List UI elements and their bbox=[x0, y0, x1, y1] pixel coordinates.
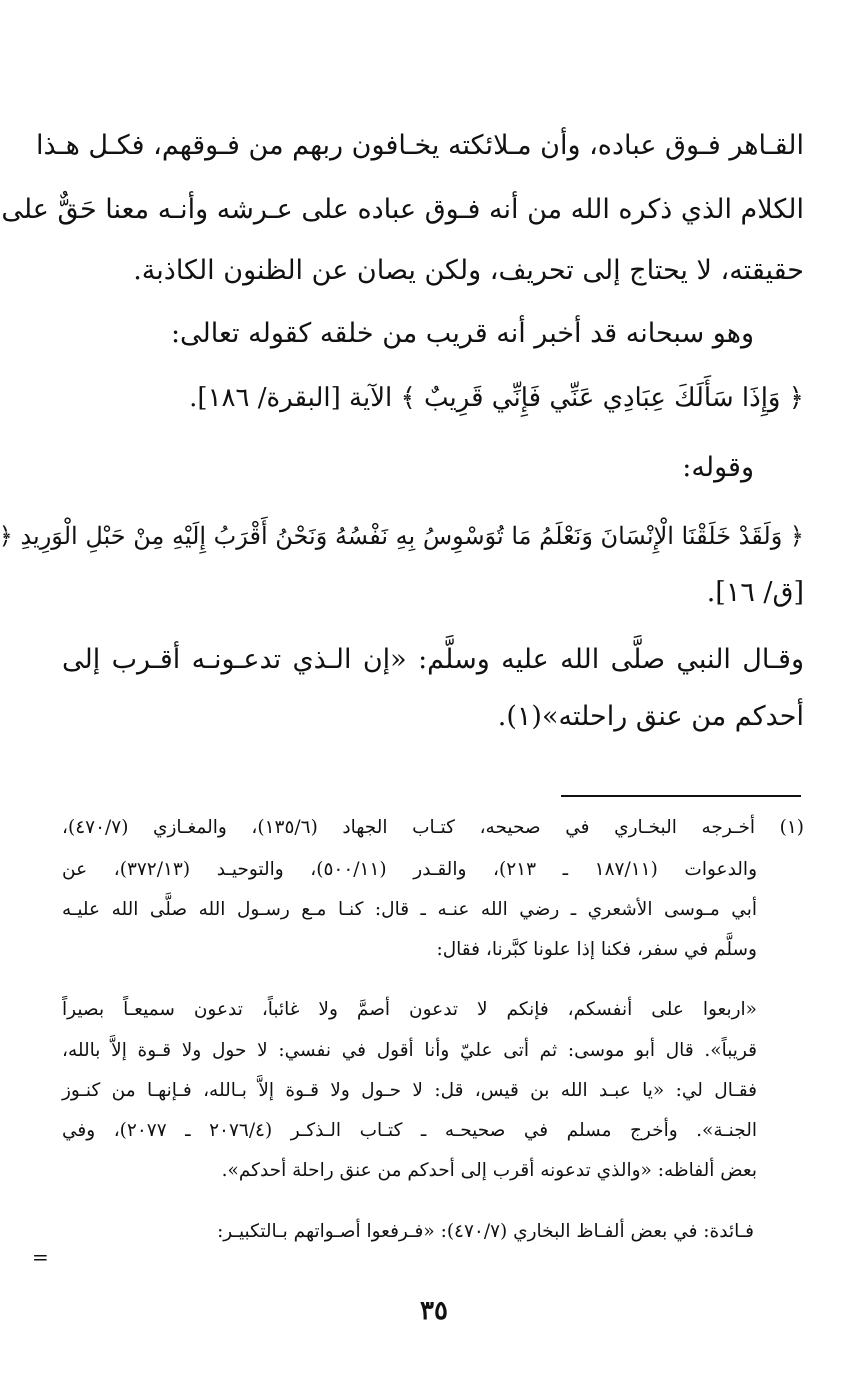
body-line-hadith-1: وقـال النبي صلَّى الله عليه وسلَّم: «إن الـذي تدعـونـه أقـرب إلى bbox=[63, 644, 805, 675]
body-line-4: وهو سبحانه قد أخبر أنه قريب من خلقه كقوله تعالى: bbox=[171, 318, 755, 349]
quran-reference-qaf: [ق/ ١٦]. bbox=[707, 577, 805, 608]
body-line-qawluhu: وقوله: bbox=[683, 452, 755, 483]
footnote-line-7: فقـال لي: «يا عبـد الله بن قيس، قل: لا حـول ولا قـوة إلاَّ بـالله، فـإنهـا من كنـوز bbox=[63, 1080, 758, 1101]
footnote-line-5: «اربعوا على أنفسكم، فإنكم لا تدعون أصمَّ ولا غائباً، تدعون سميعـاً بصيراً bbox=[63, 999, 758, 1020]
quran-verse-qaf: ﴿ وَلَقَدْ خَلَقْنَا الْإِنْسَانَ وَنَعْلَمُ مَا تُوَسْوِسُ بِهِ نَفْسُهُ وَنَحْنُ أَقْرَبُ إِلَيْهِ مِنْ حَبْلِ الْوَرِيدِ ﴿ bbox=[0, 522, 805, 550]
footnote-line-9: بعض ألفاظه: «والذي تدعونه أقرب إلى أحدكم من عنق راحلة أحدكم». bbox=[222, 1160, 758, 1181]
footnote-line-6: قريباً». قال أبو موسى: ثم أتى عليّ وأنا أقول في نفسي: لا حول ولا قـوة إلاَّ بالله، bbox=[63, 1040, 758, 1061]
body-line-3: حقيقته، لا يحتاج إلى تحريف، ولكن يصان عن الظنون الكاذبة. bbox=[134, 255, 805, 286]
footnote-line-1: (١) أخـرجه البخـاري في صحيحه، كتـاب الجهاد (١٣٥/٦)، والمغـازي (٤٧٠/٧)، bbox=[63, 817, 805, 838]
footnote-line-8: الجنـة». وأخرج مسلم في صحيحـه ـ كتـاب الـذكـر (٢٠٧٦/٤ ـ ٢٠٧٧)، وفي bbox=[63, 1120, 758, 1141]
quran-verse-baqarah: ﴿ وَإِذَا سَأَلَكَ عِبَادِي عَنِّي فَإِنِّي قَرِيبٌ ﴾ الآية [البقرة/ ١٨٦]. bbox=[190, 383, 805, 413]
footnote-line-3: أبي مـوسى الأشعري ـ رضي الله عنـه ـ قال: كنـا مـع رسـول الله صلَّى الله عليـه bbox=[63, 899, 758, 920]
footnote-line-2: والدعوات (١٨٧/١١ ـ ٢١٣)، والقـدر (٥٠٠/١١)، والتوحيـد (٣٧٢/١٣)، عن bbox=[63, 859, 758, 880]
page-number: ٣٥ bbox=[421, 1296, 449, 1326]
footnote-line-10: فـائدة: في بعض ألفـاظ البخاري (٤٧٠/٧): «فـرفعوا أصـواتهم بـالتكبيـر: bbox=[218, 1221, 755, 1242]
body-line-2: الكلام الذي ذكره الله من أنه فـوق عباده على عـرشه وأنـه معنا حَقٌّ على bbox=[2, 194, 805, 225]
body-line-hadith-2: أحدكم من عنق راحلته»(١). bbox=[498, 701, 805, 732]
body-line-1: القـاهر فـوق عباده، وأن مـلائكته يخـافون ربهم من فـوقهم، فكـل هـذا bbox=[36, 130, 805, 161]
footnote-line-4: وسلَّم في سفر، فكنا إذا علونا كبَّرنا، فقال: bbox=[437, 939, 758, 960]
continuation-mark: = bbox=[33, 1245, 50, 1269]
footnote-separator bbox=[562, 795, 802, 797]
